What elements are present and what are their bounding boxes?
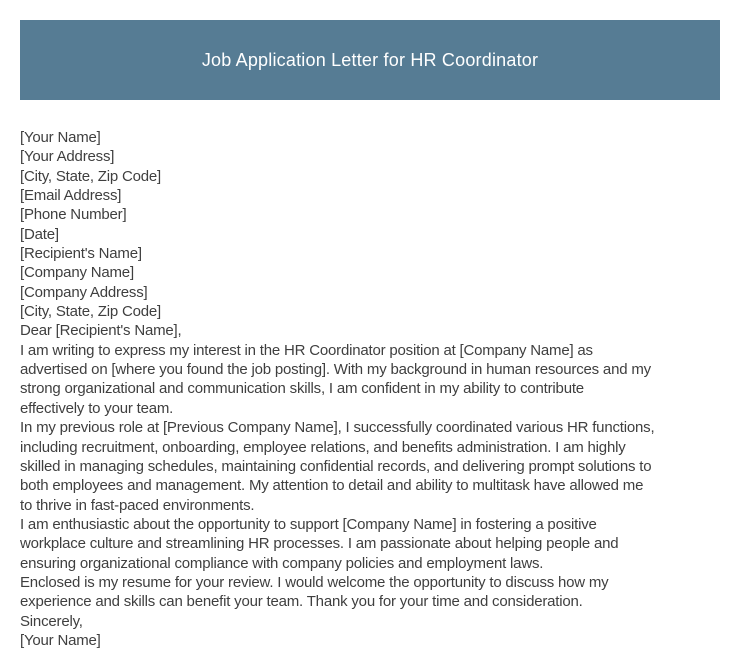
letter-line: ensuring organizational compliance with company policies and employment laws. <box>20 554 544 572</box>
letter-line: [Company Name] <box>20 264 134 282</box>
letter-line: I am writing to express my interest in the HR Coordinator position at [Company Name] as <box>20 341 593 359</box>
letter-line: [Your Name] <box>20 129 101 146</box>
page-title: Job Application Letter for HR Coordinator <box>201 49 539 70</box>
letter-line: workplace culture and streamlining HR processes. I am passionate about helping people and <box>20 535 619 553</box>
letter-line: Enclosed is my resume for your review. I would welcome the opportunity to discuss how my <box>20 573 609 591</box>
letter-line: effectively to your team. <box>20 399 174 417</box>
letter-line: [City, State, Zip Code] <box>20 303 162 321</box>
letter-line: to thrive in fast-paced environments. <box>20 496 255 514</box>
letter-line: including recruitment, onboarding, employee relations, and benefits administration. I am highly <box>20 438 626 456</box>
letter-line: [Recipient's Name] <box>20 245 142 263</box>
letter-line: I am enthusiastic about the opportunity to support [Company Name] in fostering a positive <box>20 515 597 533</box>
letter-line: [Company Address] <box>20 283 148 301</box>
letter-line: strong organizational and communication skills, I am confident in my ability to contribute <box>20 380 584 398</box>
letter-line: [Date] <box>20 225 59 243</box>
header-band <box>20 20 720 100</box>
letter-line: skilled in managing schedules, maintaining confidential records, and delivering prompt solutions to <box>20 457 652 475</box>
letter-line: [Email Address] <box>20 187 122 205</box>
letter-line: advertised on [where you found the job posting]. With my background in human resources and my <box>20 361 651 379</box>
letter-line: Dear [Recipient's Name], <box>20 322 182 340</box>
letter-line: [Phone Number] <box>20 206 127 224</box>
letter-body <box>20 128 730 650</box>
letter-line: [Your Address] <box>20 148 115 166</box>
letter-line: Sincerely, <box>20 612 83 630</box>
letter-line: In my previous role at [Previous Company Name], I successfully coordinated various HR functions, <box>20 419 655 437</box>
letter-line: both employees and management. My attention to detail and ability to multitask have allowed me <box>20 477 644 495</box>
letter-line: experience and skills can benefit your team. Thank you for your time and consideration. <box>20 593 583 611</box>
letter-line: [Your Name] <box>20 631 101 649</box>
letter-line: [City, State, Zip Code] <box>20 167 162 185</box>
